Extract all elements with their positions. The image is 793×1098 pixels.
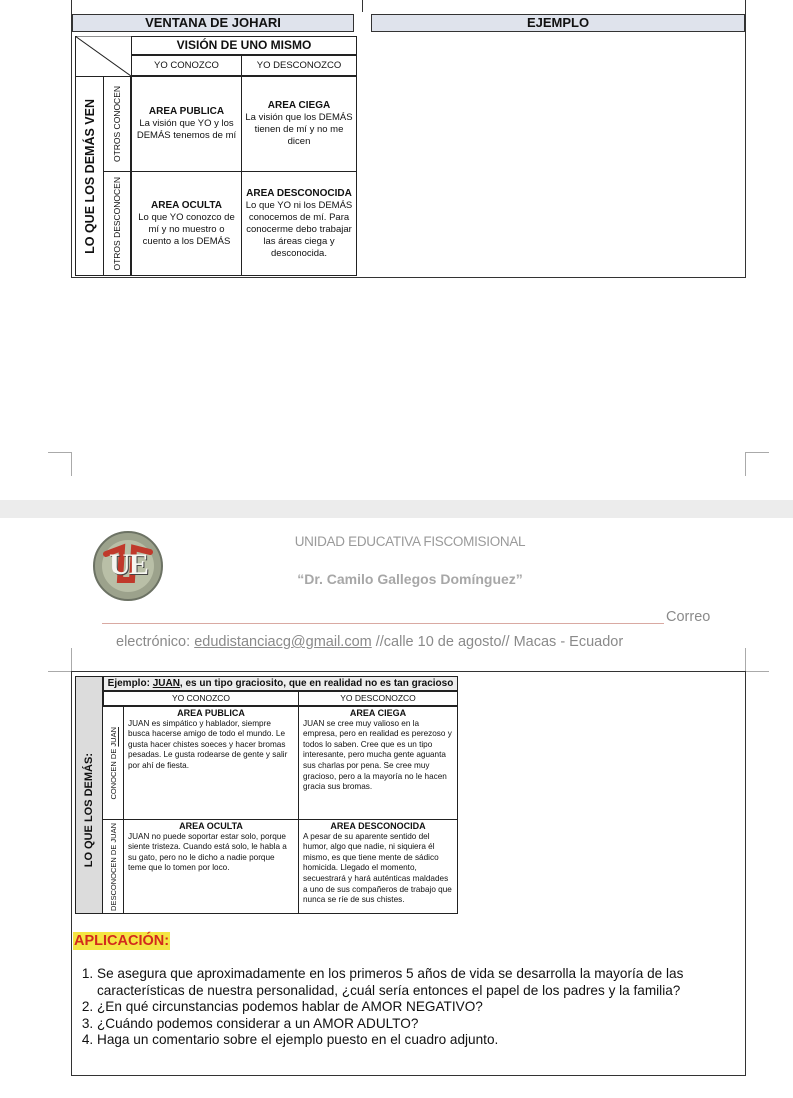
example-row-known-name: JUAN	[108, 726, 118, 747]
example-row-unknown-label	[102, 819, 124, 914]
school-name: “Dr. Camilo Gallegos Domínguez”	[297, 571, 523, 587]
example-col-unknown: YO DESCONOZCO	[298, 691, 458, 706]
public-area-text: La visión que YO y los DEMÁS tenemos de mí	[136, 118, 237, 141]
example-title-post: , es un tipo graciosito, que en realidad no es tan gracioso	[179, 678, 454, 689]
example-title: EJEMPLO	[371, 14, 745, 32]
row-unknown-label	[103, 171, 131, 276]
school-logo	[92, 530, 164, 602]
crop-mark-top-left	[48, 648, 72, 672]
hidden-area-text: Lo que YO conozco de mí y no muestro o cuento a los DEMÁS	[138, 211, 235, 247]
example-table	[75, 676, 458, 914]
example-row-known-pre: CONOCEN DE	[108, 746, 118, 800]
row-known-label	[103, 76, 131, 172]
example-unknown-text: A pesar de su aparente sentido del humor, algo que nadie, ni siquiera él mismo, es que tiene mente de sádico homicida. Llegado el momento, secuestrará y hará auténticas maldades a uno de sus compañeros de trabajo que nunca se ríe de sus chistes.	[303, 831, 452, 905]
logo-text: UE	[109, 548, 147, 581]
row-unknown-text: OTROS DESCONOCEN	[112, 176, 122, 271]
row-known-text: OTROS CONOCEN	[112, 85, 122, 163]
example-public-text: JUAN es simpático y hablador, siempre busca hacerse amigo de todo el mundo. Le gusta hacer chistes soeces y hacer bromas pesadas. Le gusta rodearse de gente y salir por ahí de fiesta.	[128, 718, 288, 770]
question-item: 3. ¿Cuándo podemos considerar a un AMOR ADULTO?	[97, 1016, 749, 1033]
example-hidden-text: JUAN no puede soportar estar solo, porque siente tristeza. Cuando está solo, le habla a su gato, pero no le dicho a nadie porque teme que lo tomen por loco.	[128, 831, 287, 873]
example-unknown-area	[298, 819, 458, 914]
page-gap	[0, 500, 793, 518]
col-unknown-header: YO DESCONOZCO	[241, 55, 357, 76]
example-row-unknown-text: DESCONOCEN DE JUAN	[108, 822, 118, 911]
example-others-text: LO QUE LOS DEMÁS:	[83, 752, 95, 868]
example-blind-area	[298, 706, 458, 820]
header-rule	[102, 623, 664, 624]
unknown-area	[241, 171, 357, 276]
page-2	[0, 518, 793, 1098]
example-title-pre: Ejemplo:	[107, 678, 153, 689]
hidden-area-title: AREA OCULTA	[151, 199, 222, 211]
example-unknown-title: AREA DESCONOCIDA	[330, 821, 426, 831]
col-known-header: YO CONOZCO	[131, 55, 242, 76]
crop-mark-left	[48, 452, 72, 476]
question-item: 4. Haga un comentario sobre el ejemplo puesto en el cuadro adjunto.	[97, 1032, 749, 1049]
unknown-area-text: Lo que YO ni los DEMÁS conocemos de mí. Para conocerme debo trabajar las áreas ciega y desconocida.	[245, 199, 353, 259]
example-blind-text: JUAN se cree muy valioso en la empresa, pero en realidad es perezoso y todos lo saben. Cree que es un tipo interesante, pero mucha gente aguanta sus charlas por pena. Se cree muy gracioso, pero a la mayoría no le hacen gracia sus bromas.	[303, 718, 452, 792]
example-hidden-area	[123, 819, 299, 914]
others-see-text: LO QUE LOS DEMÁS VEN	[82, 98, 97, 254]
blind-area-text: La visión que los DEMÁS tienen de mí y no me dicen	[245, 112, 353, 147]
others-see-label	[75, 76, 104, 276]
blind-area-title: AREA CIEGA	[267, 100, 331, 111]
example-public-title: AREA PUBLICA	[177, 708, 245, 718]
public-area	[131, 76, 242, 172]
unknown-area-title: AREA DESCONOCIDA	[246, 187, 352, 199]
question-item: 2. ¿En qué circunstancias podemos hablar de AMOR NEGATIVO?	[97, 999, 749, 1016]
questions-list	[73, 966, 749, 1049]
contact-line	[116, 634, 736, 650]
self-view-header: VISIÓN DE UNO MISMO	[131, 36, 357, 55]
crop-mark-right	[745, 452, 769, 476]
email-link[interactable]: edudistanciacg@gmail.com	[194, 634, 372, 650]
contact-prefix: electrónico:	[116, 634, 195, 650]
corner-diagonal	[75, 36, 131, 76]
example-title-bar	[103, 676, 458, 691]
example-others-label	[75, 676, 103, 914]
page-1	[0, 0, 793, 500]
crop-mark-top-right	[745, 648, 769, 672]
example-hidden-title: AREA OCULTA	[179, 821, 243, 831]
example-row-known-text	[109, 727, 118, 800]
example-col-known: YO CONOZCO	[103, 691, 299, 706]
public-area-title: AREA PUBLICA	[148, 106, 225, 117]
frame-divider	[362, 0, 363, 12]
contact-correo: Correo	[666, 609, 711, 625]
hidden-area	[131, 171, 242, 276]
blind-area	[241, 76, 357, 172]
contact-address: //calle 10 de agosto// Macas - Ecuador	[371, 634, 624, 650]
example-blind-title: AREA CIEGA	[349, 708, 407, 718]
application-title: APLICACIÓN:	[74, 933, 170, 949]
example-title-name: JUAN	[152, 678, 180, 689]
example-public-area	[123, 706, 299, 820]
example-row-known-label	[102, 706, 124, 820]
johari-window	[75, 36, 357, 276]
school-type: UNIDAD EDUCATIVA FISCOMISIONAL	[294, 534, 526, 549]
question-item: 1. Se asegura que aproximadamente en los primeros 5 años de vida se desarrolla la mayoría de las características de nuestra personalidad, ¿cuál sería entonces el papel de los padres y la familia?	[97, 966, 749, 999]
johari-title: VENTANA DE JOHARI	[72, 14, 354, 32]
